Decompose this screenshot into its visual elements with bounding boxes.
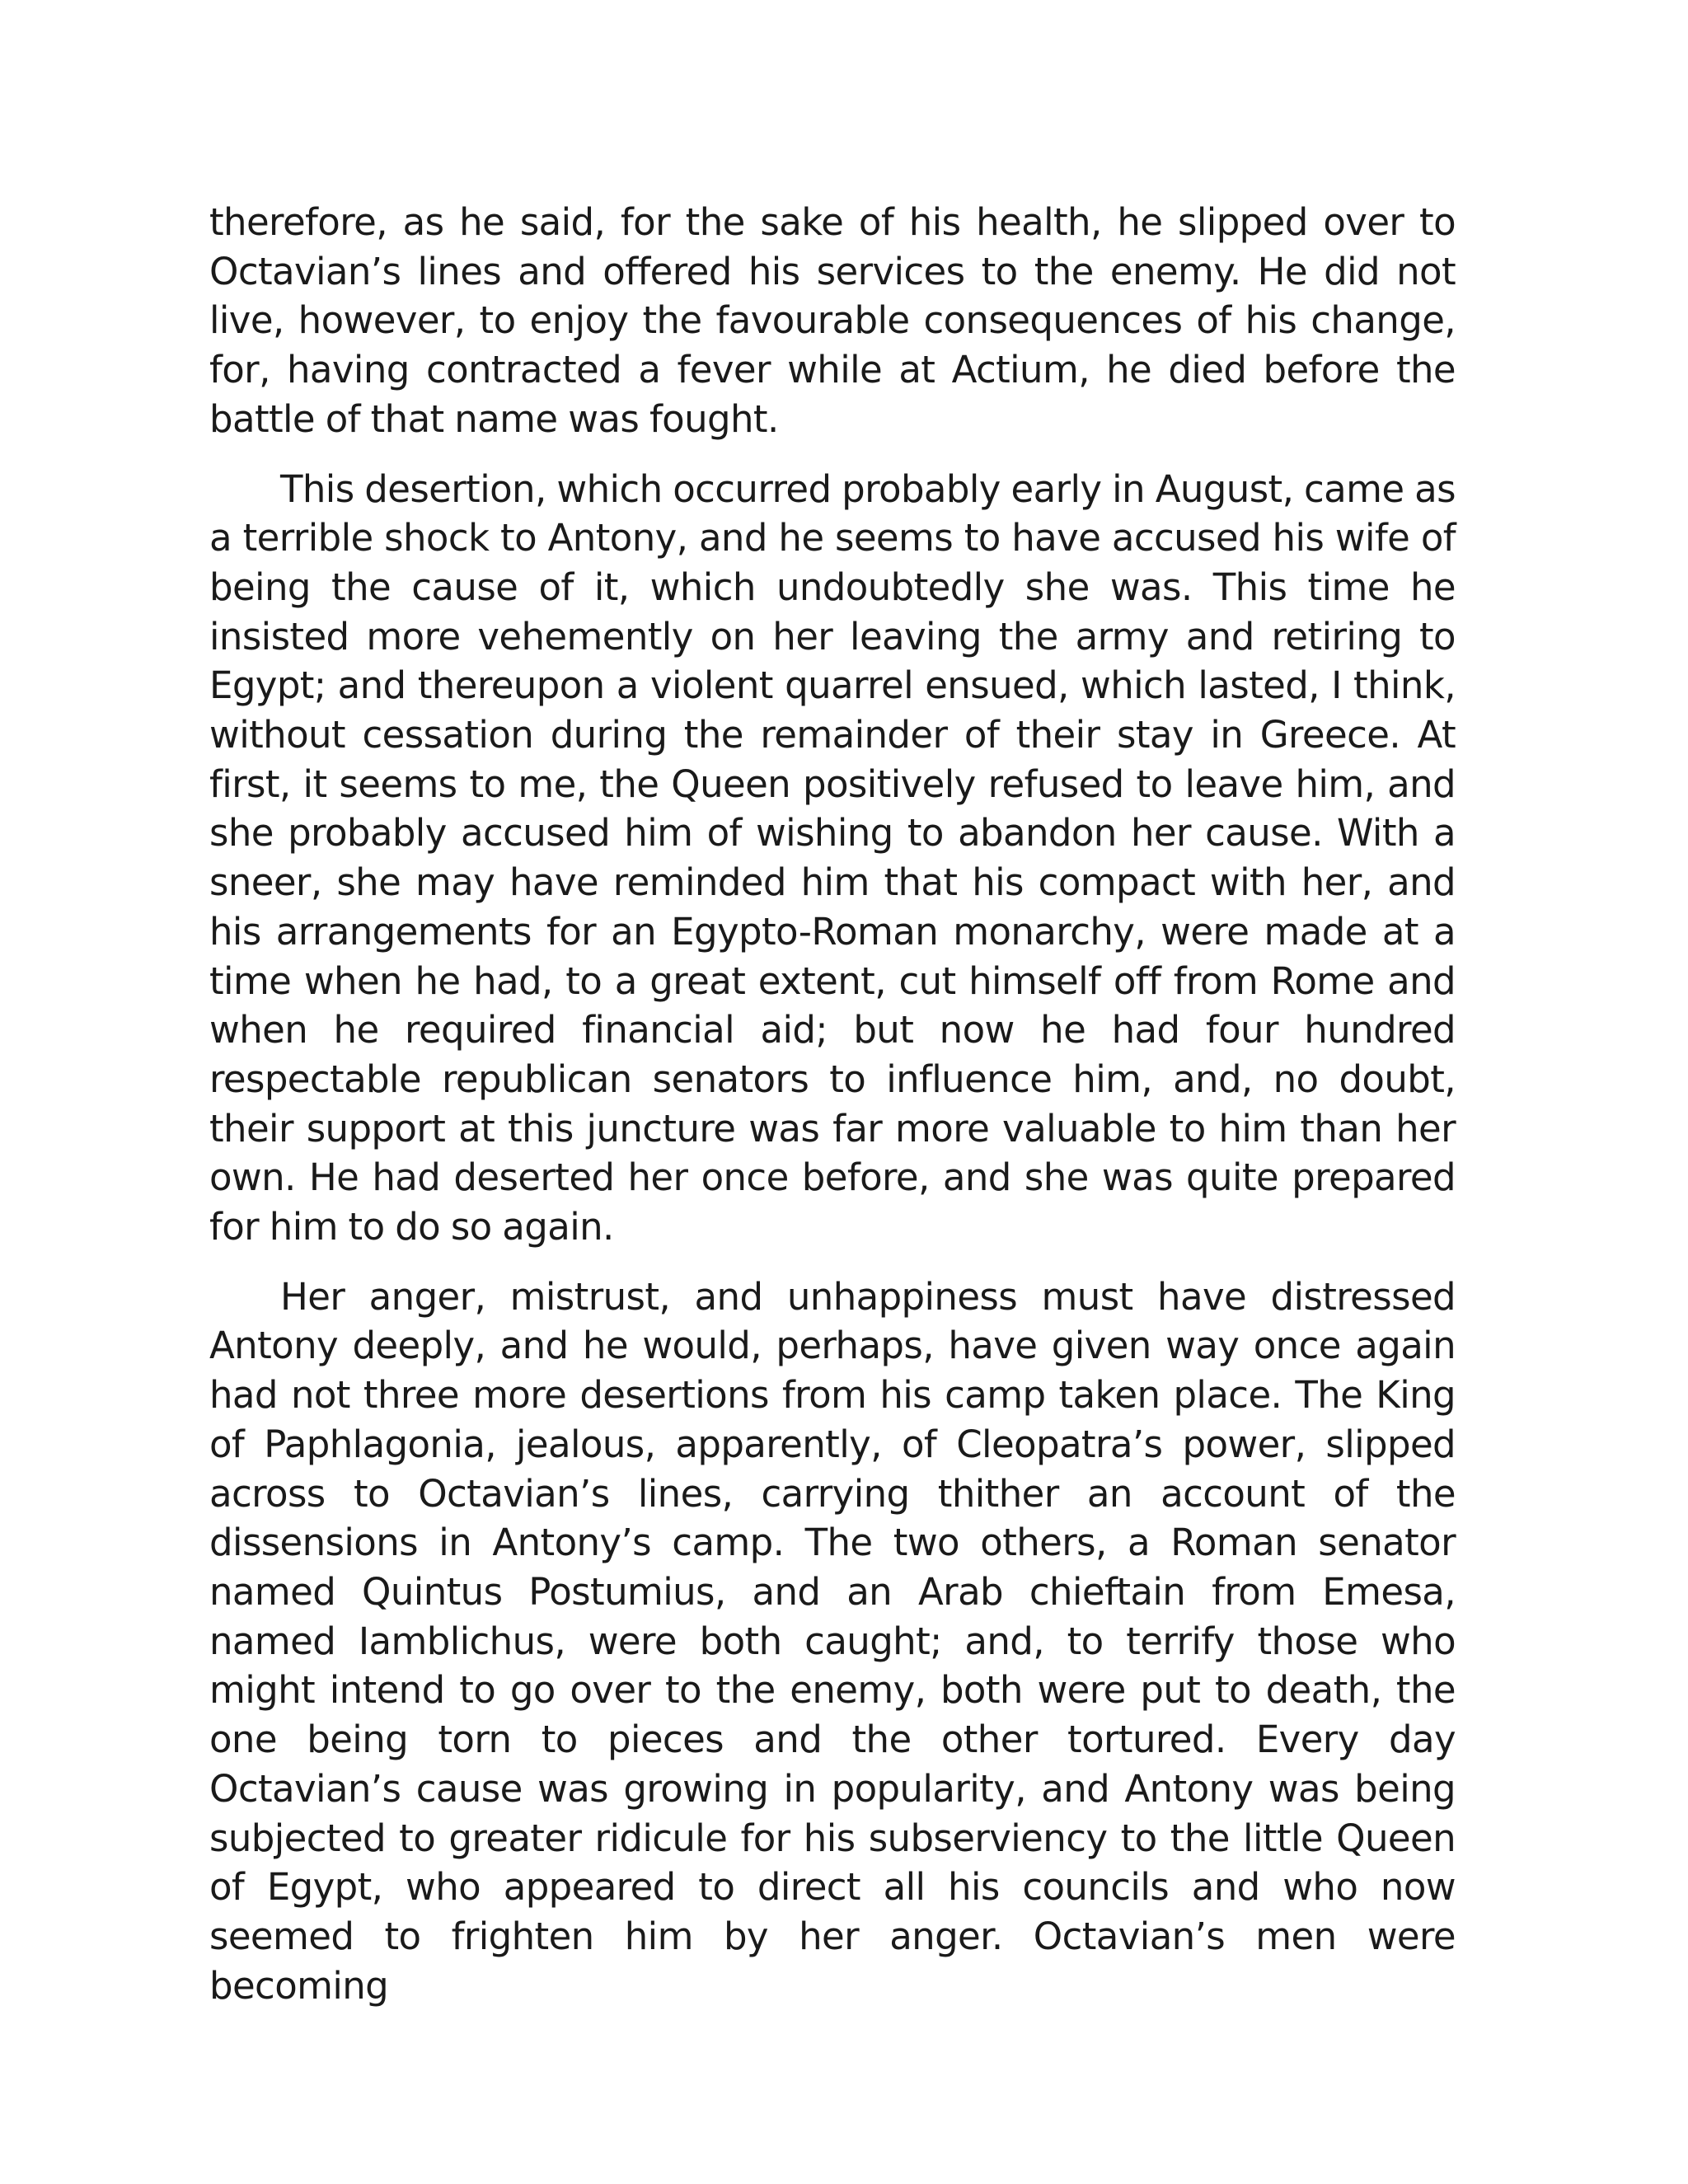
paragraph-anger: Her anger, mistrust, and unhappiness must have distressed Antony deeply, and he would, perhaps, have given way once again had not three more desertions from his camp taken place. The King of Paphlagonia, jealous, apparently, of Cleopatra’s power, slipped across to Octavian’s lines, carrying thither an account of the dissensions in Antony’s camp. The two others, a Roman senator named Quintus Postumius, and an Arab chieftain from Emesa, named Iamblichus, were both caught; and, to terrify those who might intend to go over to the enemy, both were put to death, the one being torn to pieces and the other tortured. Every day Octavian’s cause was growing in popularity, and Antony was being subjected to greater ridicule for his subserviency to the little Queen of Egypt, who appeared to direct all his councils and who now seemed to frighten him by her anger. Octavian’s men were becoming xyxy=(209,1274,1456,2008)
paragraph-desertion: This desertion, which occurred probably early in August, came as a terrible shock to Antony, and he seems to have accused his wife of being the cause of it, which undoubtedly she was. This time he insisted more vehemently on her leaving the army and retiring to Egypt; and thereupon a violent quarrel ensued, which lasted, I think, without cessation during the remainder of their stay in Greece. At first, it seems to me, the Queen positively refused to leave him, and she probably accused him of wishing to abandon her cause. With a sneer, she may have reminded him that his compact with her, and his arrangements for an Egypto-Roman monarchy, were made at a time when he had, to a great extent, cut himself off from Rome and when he required financial aid; but now he had four hundred respectable republican senators to influence him, and, no doubt, their support at this juncture was far more valuable to him than her own. He had deserted her once before, and she was quite prepared for him to do so again. xyxy=(209,466,1456,1249)
body-text xyxy=(209,198,1456,2010)
paragraph-continuation: therefore, as he said, for the sake of his health, he slipped over to Octavian’s lines and offered his services to the enemy. He did not live, however, to enjoy the favourable consequences of his change, for, having contracted a fever while at Actium, he died before the battle of that name was fought. xyxy=(209,200,1456,441)
